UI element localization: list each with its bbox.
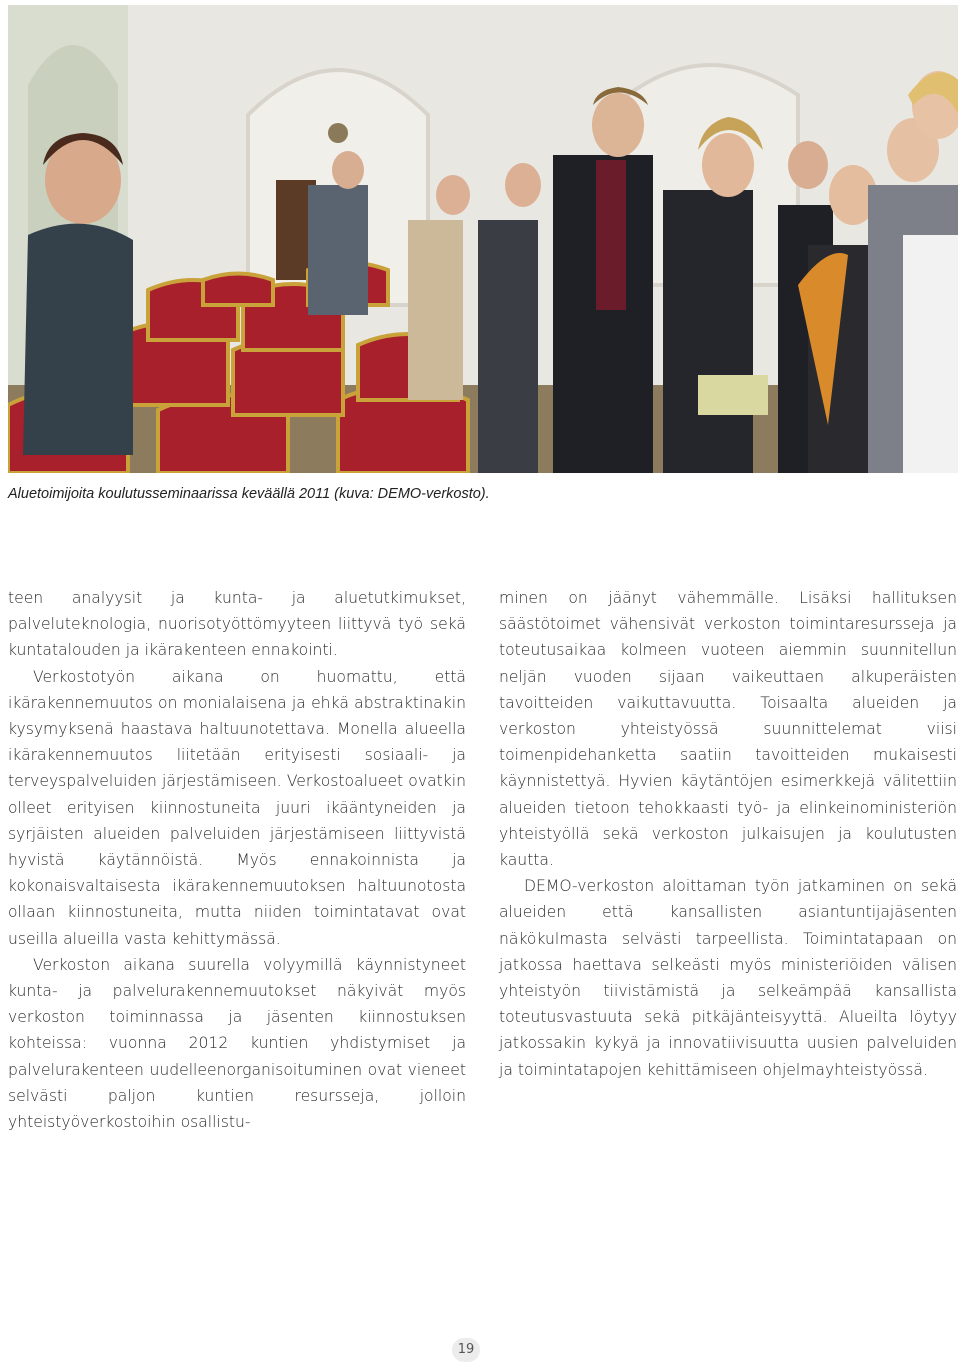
right-paragraph-2: DEMO-verkoston aloittaman työn jatkaminen on sekä alueiden että kansallisten asiantuntijajäsenten näkökulmasta selvästi tarpeellista. Toimintatapaan on jatkossa haettava selkeästi myös ministeriöiden välisen yhteistyön tiivistämistä ja selkeämpää kansallista toteutusvastuuta sekä pitkäjänteisyyttä. Alueilta löytyy jatkossakin kykyä ja innovatiivisuutta uusien palveluiden ja toimintatapojen kehittämiseen ohjelmayhteistyössä. bbox=[499, 877, 957, 1079]
page-number: 19 bbox=[452, 1338, 480, 1362]
left-column bbox=[8, 585, 466, 1135]
wall-clock bbox=[328, 123, 348, 143]
left-paragraph-3: Verkoston aikana suurella volyymillä käynnistyneet kunta- ja palvelurakennemuutokset näkyivät myös verkoston toiminnassa ja jäsenten kiinnostuksen kohteissa: vuonna 2012 kuntien yhdistymiset ja palvelurakenteen uudelleenorganisoituminen ovat vieneet selvästi paljon kuntien resursseja, jolloin yhteistyöverkostoihin osallistu- bbox=[8, 955, 466, 1132]
photo-caption: Aluetoimijoita koulutusseminaarissa keväällä 2011 (kuva: DEMO-verkosto). bbox=[8, 486, 490, 502]
group-photo-illustration bbox=[8, 5, 958, 473]
left-paragraph-2: Verkostotyön aikana on huomattu, että ikärakennemuutos on monialaisena ja ehkä abstraktinakin kysymyksenä haastava haltuunotettava. Monella alueella ikärakennemuutos liitetään erityisesti sosiaali- ja terveyspalveluiden järjestämiseen. Verkostoalueet ovatkin olleet erityisen kiinnostuneita juuri ikääntyneiden ja syrjäisten alueiden palveluiden järjestämiseen liittyvistä hyvistä käytännöistä. Myös ennakoinnista ja kokonaisvaltaisesta ikärakennemuutoksen haltuunotosta ollaan kiinnostuneita, mutta niiden toimintatavat ovat useilla alueilla vasta kehittymässä. bbox=[8, 667, 466, 948]
right-column bbox=[499, 585, 957, 1083]
right-paragraph-1: minen on jäänyt vähemmälle. Lisäksi hallituksen säästötoimet vähensivät verkoston toimintaresursseja ja toteutusaikaa kolmeen vuoteen aiemmin suunnitellun neljän vuoden sijaan vaikeuttaen alkuperäisten tavoitteiden vaikuttavuutta. Toisaalta alueiden ja verkoston yhteistyössä suunnittelemat viisi toimenpidehanketta saatiin tavoitteiden mukaisesti käynnistettyä. Hyvien käytäntöjen esimerkkejä välitettiin alueiden tietoon tehokkaasti työ- ja elinkeinoministeriön yhteistyöllä sekä verkoston julkaisujen ja koulutusten kautta. bbox=[499, 589, 957, 870]
group-photo bbox=[8, 5, 958, 473]
left-paragraph-1: teen analyysit ja kunta- ja aluetutkimukset, palveluteknologia, nuorisotyöttömyyteen liittyvä työ sekä kuntatalouden ja ikärakenteen ennakointi. bbox=[8, 589, 466, 660]
